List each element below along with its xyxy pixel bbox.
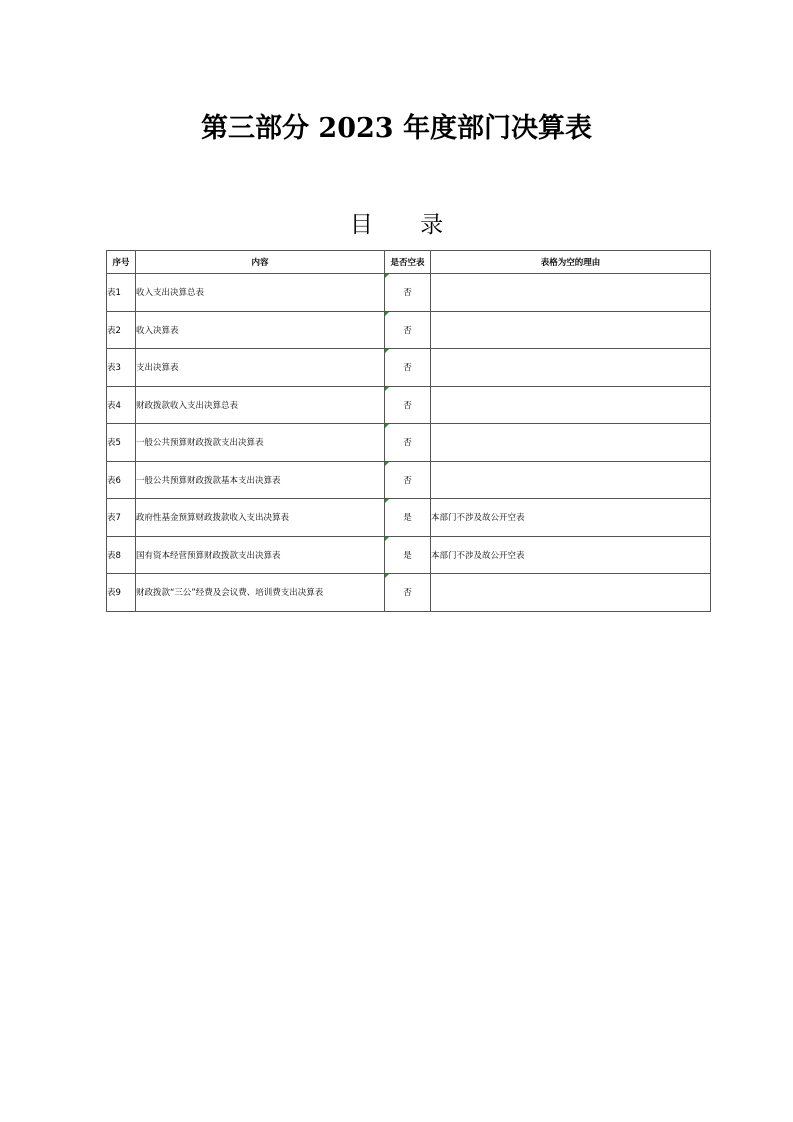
row-seq: 表5 (107, 424, 136, 462)
row-is-empty (385, 349, 431, 387)
row-is-empty-value: 否 (403, 400, 412, 411)
cell-comment-marker-icon (385, 387, 389, 391)
row-reason (431, 574, 711, 612)
row-seq: 表1 (107, 274, 136, 312)
row-is-empty-value: 否 (403, 475, 412, 486)
row-reason (431, 386, 711, 424)
row-name: 政府性基金预算财政拨款收入支出决算表 (136, 499, 385, 537)
row-is-empty (385, 424, 431, 462)
cell-comment-marker-icon (385, 312, 389, 316)
row-is-empty-value: 否 (403, 325, 412, 336)
row-name: 国有资本经营预算财政拨款支出决算表 (136, 536, 385, 574)
row-reason (431, 274, 711, 312)
page-title: 第三部分 2023 年度部门决算表 (201, 113, 592, 144)
row-seq: 表6 (107, 461, 136, 499)
row-is-empty-value: 是 (403, 513, 412, 524)
row-is-empty (385, 386, 431, 424)
table-row (107, 536, 711, 574)
row-is-empty-value: 否 (403, 288, 412, 299)
row-is-empty-value: 否 (403, 588, 412, 599)
row-is-empty (385, 311, 431, 349)
row-seq: 表8 (107, 536, 136, 574)
row-is-empty (385, 461, 431, 499)
table-row (107, 349, 711, 387)
header-name: 内容 (136, 251, 385, 274)
table-header-row (107, 251, 711, 274)
toc-title: 目 录 (349, 212, 464, 238)
cell-comment-marker-icon (385, 424, 389, 428)
row-reason (431, 349, 711, 387)
row-is-empty-value: 否 (403, 363, 412, 374)
cell-comment-marker-icon (385, 349, 389, 353)
toc-table (106, 250, 711, 612)
row-name: 收入支出决算总表 (136, 274, 385, 312)
row-reason (431, 424, 711, 462)
table-row (107, 424, 711, 462)
cell-comment-marker-icon (385, 274, 389, 278)
header-is-empty: 是否空表 (385, 251, 431, 274)
row-reason: 本部门不涉及故公开空表 (431, 536, 711, 574)
cell-comment-marker-icon (385, 462, 389, 466)
row-is-empty (385, 536, 431, 574)
cell-comment-marker-icon (385, 537, 389, 541)
row-seq: 表4 (107, 386, 136, 424)
table-row (107, 499, 711, 537)
row-name: 收入决算表 (136, 311, 385, 349)
row-is-empty-value: 否 (403, 438, 412, 449)
table-row (107, 386, 711, 424)
cell-comment-marker-icon (385, 499, 389, 503)
row-seq: 表7 (107, 499, 136, 537)
table-row (107, 461, 711, 499)
table-body (107, 274, 711, 612)
row-reason: 本部门不涉及故公开空表 (431, 499, 711, 537)
row-seq: 表9 (107, 574, 136, 612)
row-name: 一般公共预算财政拨款基本支出决算表 (136, 461, 385, 499)
header-seq: 序号 (107, 251, 136, 274)
row-seq: 表2 (107, 311, 136, 349)
row-name: 支出决算表 (136, 349, 385, 387)
row-name: 财政拨款收入支出决算总表 (136, 386, 385, 424)
row-is-empty-value: 是 (403, 550, 412, 561)
table-row (107, 574, 711, 612)
row-name: 财政拨款“三公”经费及会议费、培训费支出决算表 (136, 574, 385, 612)
row-name: 一般公共预算财政拨款支出决算表 (136, 424, 385, 462)
header-reason: 表格为空的理由 (431, 251, 711, 274)
row-is-empty (385, 574, 431, 612)
row-is-empty (385, 499, 431, 537)
row-reason (431, 461, 711, 499)
cell-comment-marker-icon (385, 574, 389, 578)
row-reason (431, 311, 711, 349)
table-row (107, 274, 711, 312)
table-row (107, 311, 711, 349)
row-seq: 表3 (107, 349, 136, 387)
row-is-empty (385, 274, 431, 312)
